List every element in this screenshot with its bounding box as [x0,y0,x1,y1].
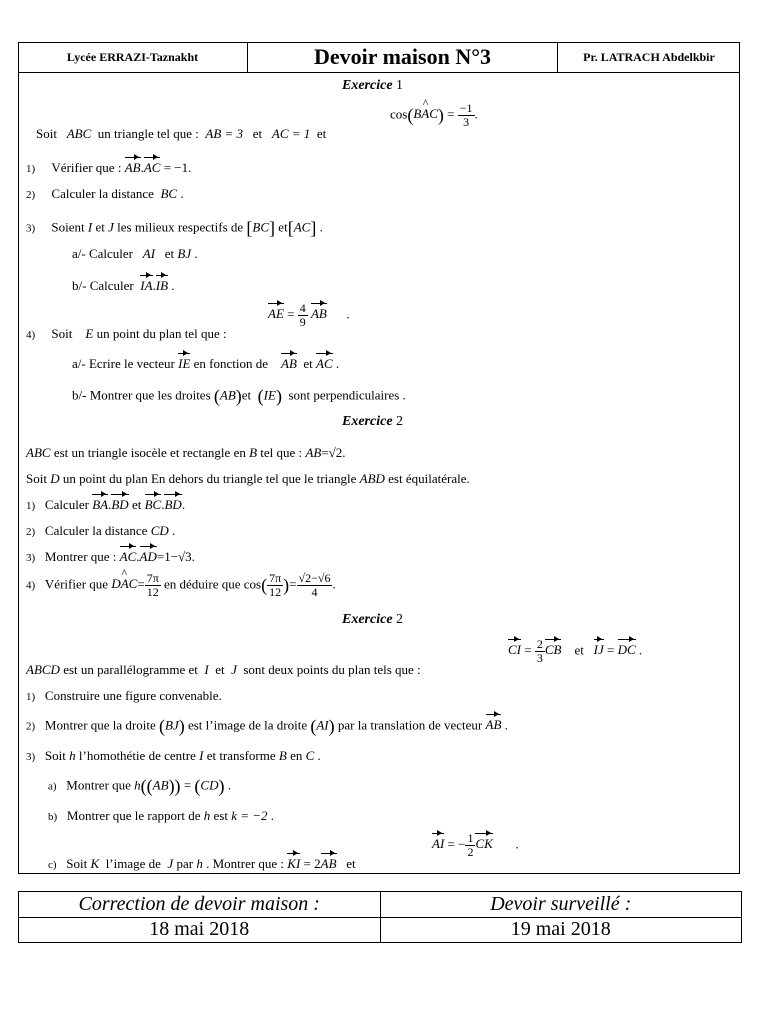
ex3-line1: ABCD est un parallélogramme et I et J sont deux points du plan tels que : [26,662,421,677]
ex3-qb: b) Montrer que le rapport de h est k = −2 . [48,808,275,823]
ex3-qa: a) Montrer que h((AB)) = (CD) . [48,776,231,796]
ex1-q4b: b/- Montrer que les droites (AB)et (IE) sont perpendiculaires . [72,386,406,406]
teacher-name: Pr. LATRACH Abdelkbir [583,49,715,64]
dates-table [18,891,742,943]
ex3-qc: c) Soit K l’image de J par h . Montrer que : KI = 2AB et [48,856,356,871]
page-title: Devoir maison N°3 [248,42,558,72]
ex1-cos-formula: cos(^ BAC) = $\frac{-1}{3}$ . [390,102,478,129]
ex1-q1: 1) Vérifier que : AB.AC = −1. [26,160,192,175]
ex2-line2: Soit D un point du plan En dehors du triangle tel que le triangle ABD est équilatérale. [26,471,470,486]
exercise-1-title: Exercice 1 [342,78,404,93]
ex2-q1: 1) Calculer BA.BD et BC.BD. [26,497,186,512]
ex1-intro: Soit ABC un triangle tel que : AB = 3 et AC = 1 et [36,126,327,141]
ex2-q4: 4) Vérifier que ^ DAC= $\frac{7\pi}{12}$ en déduire que cos( $\frac{7\pi}{12}$ )= $\frac{√2-√6}{4}$ . [26,572,336,599]
header-table [18,42,740,73]
correction-date: 18 mai 2018 [149,918,250,941]
ex1-q4-formula: AE = $\frac{4}{9}$ AB . [268,301,350,329]
ex1-q4: 4) Soit E un point du plan tel que : [26,326,227,341]
ex1-q2: 2) Calculer la distance BC . [26,186,184,201]
ex1-q3: 3) Soient I et J les milieux respectifs de [BC] et[AC] . [26,218,323,238]
ex1-q3b: b/- Calculer IA.IB . [72,278,175,293]
ex2-line1: ABC est un triangle isocèle et rectangle en B tel que : AB=√2. [26,445,346,460]
exercise-2-title: Exercice 2 [342,414,404,429]
exercise-3-title: Exercice 2 [342,612,404,627]
ex3-q1: 1) Construire une figure convenable. [26,688,222,703]
ex1-q3a: a/- Calculer AI et BJ . [72,246,198,261]
surveille-label: Devoir surveillé : [380,892,742,917]
ex1-q4a: a/- Ecrire le vecteur IE en fonction de AB et AC . [72,356,340,371]
ex3-q2: 2) Montrer que la droite (BJ) est l’image de la droite (AI) par la translation de vecteur AB . [26,716,508,736]
ex3-line1-formula: CI = $\frac{2}{3}$ CB et IJ = DC . [508,637,643,665]
ex2-q2: 2) Calculer la distance CD . [26,523,176,538]
ex3-qc-formula: AI = − $\frac{1}{2}$ CK . [432,831,519,859]
ex2-q3: 3) Montrer que : AC.AD=1−√3. [26,549,195,564]
correction-label: Correction de devoir maison : [78,892,320,915]
surveille-date: 19 mai 2018 [380,918,742,943]
ex3-q3: 3) Soit h l’homothétie de centre I et transforme B en C . [26,748,321,763]
school-name: Lycée ERRAZI-Taznakht [18,42,248,72]
